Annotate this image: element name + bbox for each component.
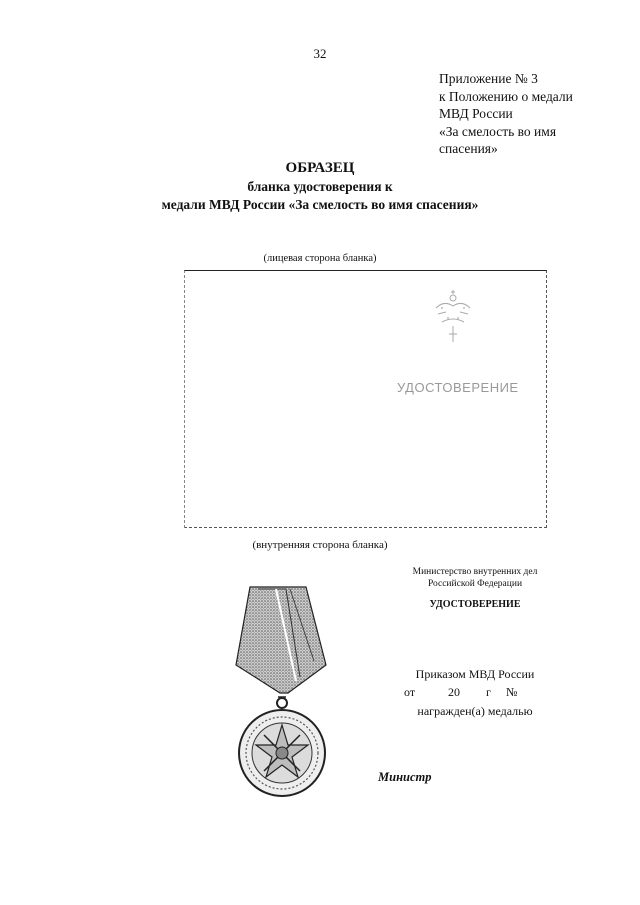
appendix-line: МВД России bbox=[439, 106, 513, 121]
appendix-line: спасения» bbox=[439, 141, 498, 156]
appendix-line: к Положению о медали bbox=[439, 88, 573, 104]
order-number-sign: № bbox=[506, 685, 518, 699]
order-date-line bbox=[404, 685, 517, 700]
awarded-line: награжден(а) медалью bbox=[417, 704, 533, 718]
order-date-from: от bbox=[404, 685, 416, 699]
ministry-name bbox=[360, 566, 590, 590]
appendix-block bbox=[439, 70, 629, 158]
heading-subtitle: медали МВД России «За смелость во имя спасения» bbox=[161, 197, 479, 212]
inner-side-title: УДОСТОВЕРЕНИЕ bbox=[429, 599, 521, 610]
order-date-suffix: г bbox=[486, 685, 491, 699]
emblem-icon bbox=[428, 288, 478, 348]
front-side-caption: (лицевая сторона бланка) bbox=[263, 253, 377, 264]
page-number: 32 bbox=[313, 46, 327, 61]
appendix-line: Приложение № 3 bbox=[439, 71, 538, 86]
signature-title: Министр bbox=[378, 770, 432, 784]
medal-icon bbox=[228, 585, 333, 810]
front-side-blank bbox=[184, 270, 547, 528]
order-line: Приказом МВД России bbox=[415, 667, 535, 681]
inner-side-caption: (внутренняя сторона бланка) bbox=[252, 539, 388, 551]
front-side-title: УДОСТОВЕРЕНИЕ bbox=[397, 380, 519, 395]
document-heading bbox=[0, 158, 640, 214]
ministry-line: Министерство внутренних дел bbox=[412, 567, 538, 577]
appendix-line: «За смелость во имя bbox=[439, 123, 557, 139]
order-date-year: 20 bbox=[448, 685, 460, 699]
heading-title: ОБРАЗЕЦ bbox=[285, 160, 355, 176]
heading-subtitle: бланка удостоверения к bbox=[247, 179, 393, 194]
ministry-line: Российской Федерации bbox=[427, 579, 523, 589]
